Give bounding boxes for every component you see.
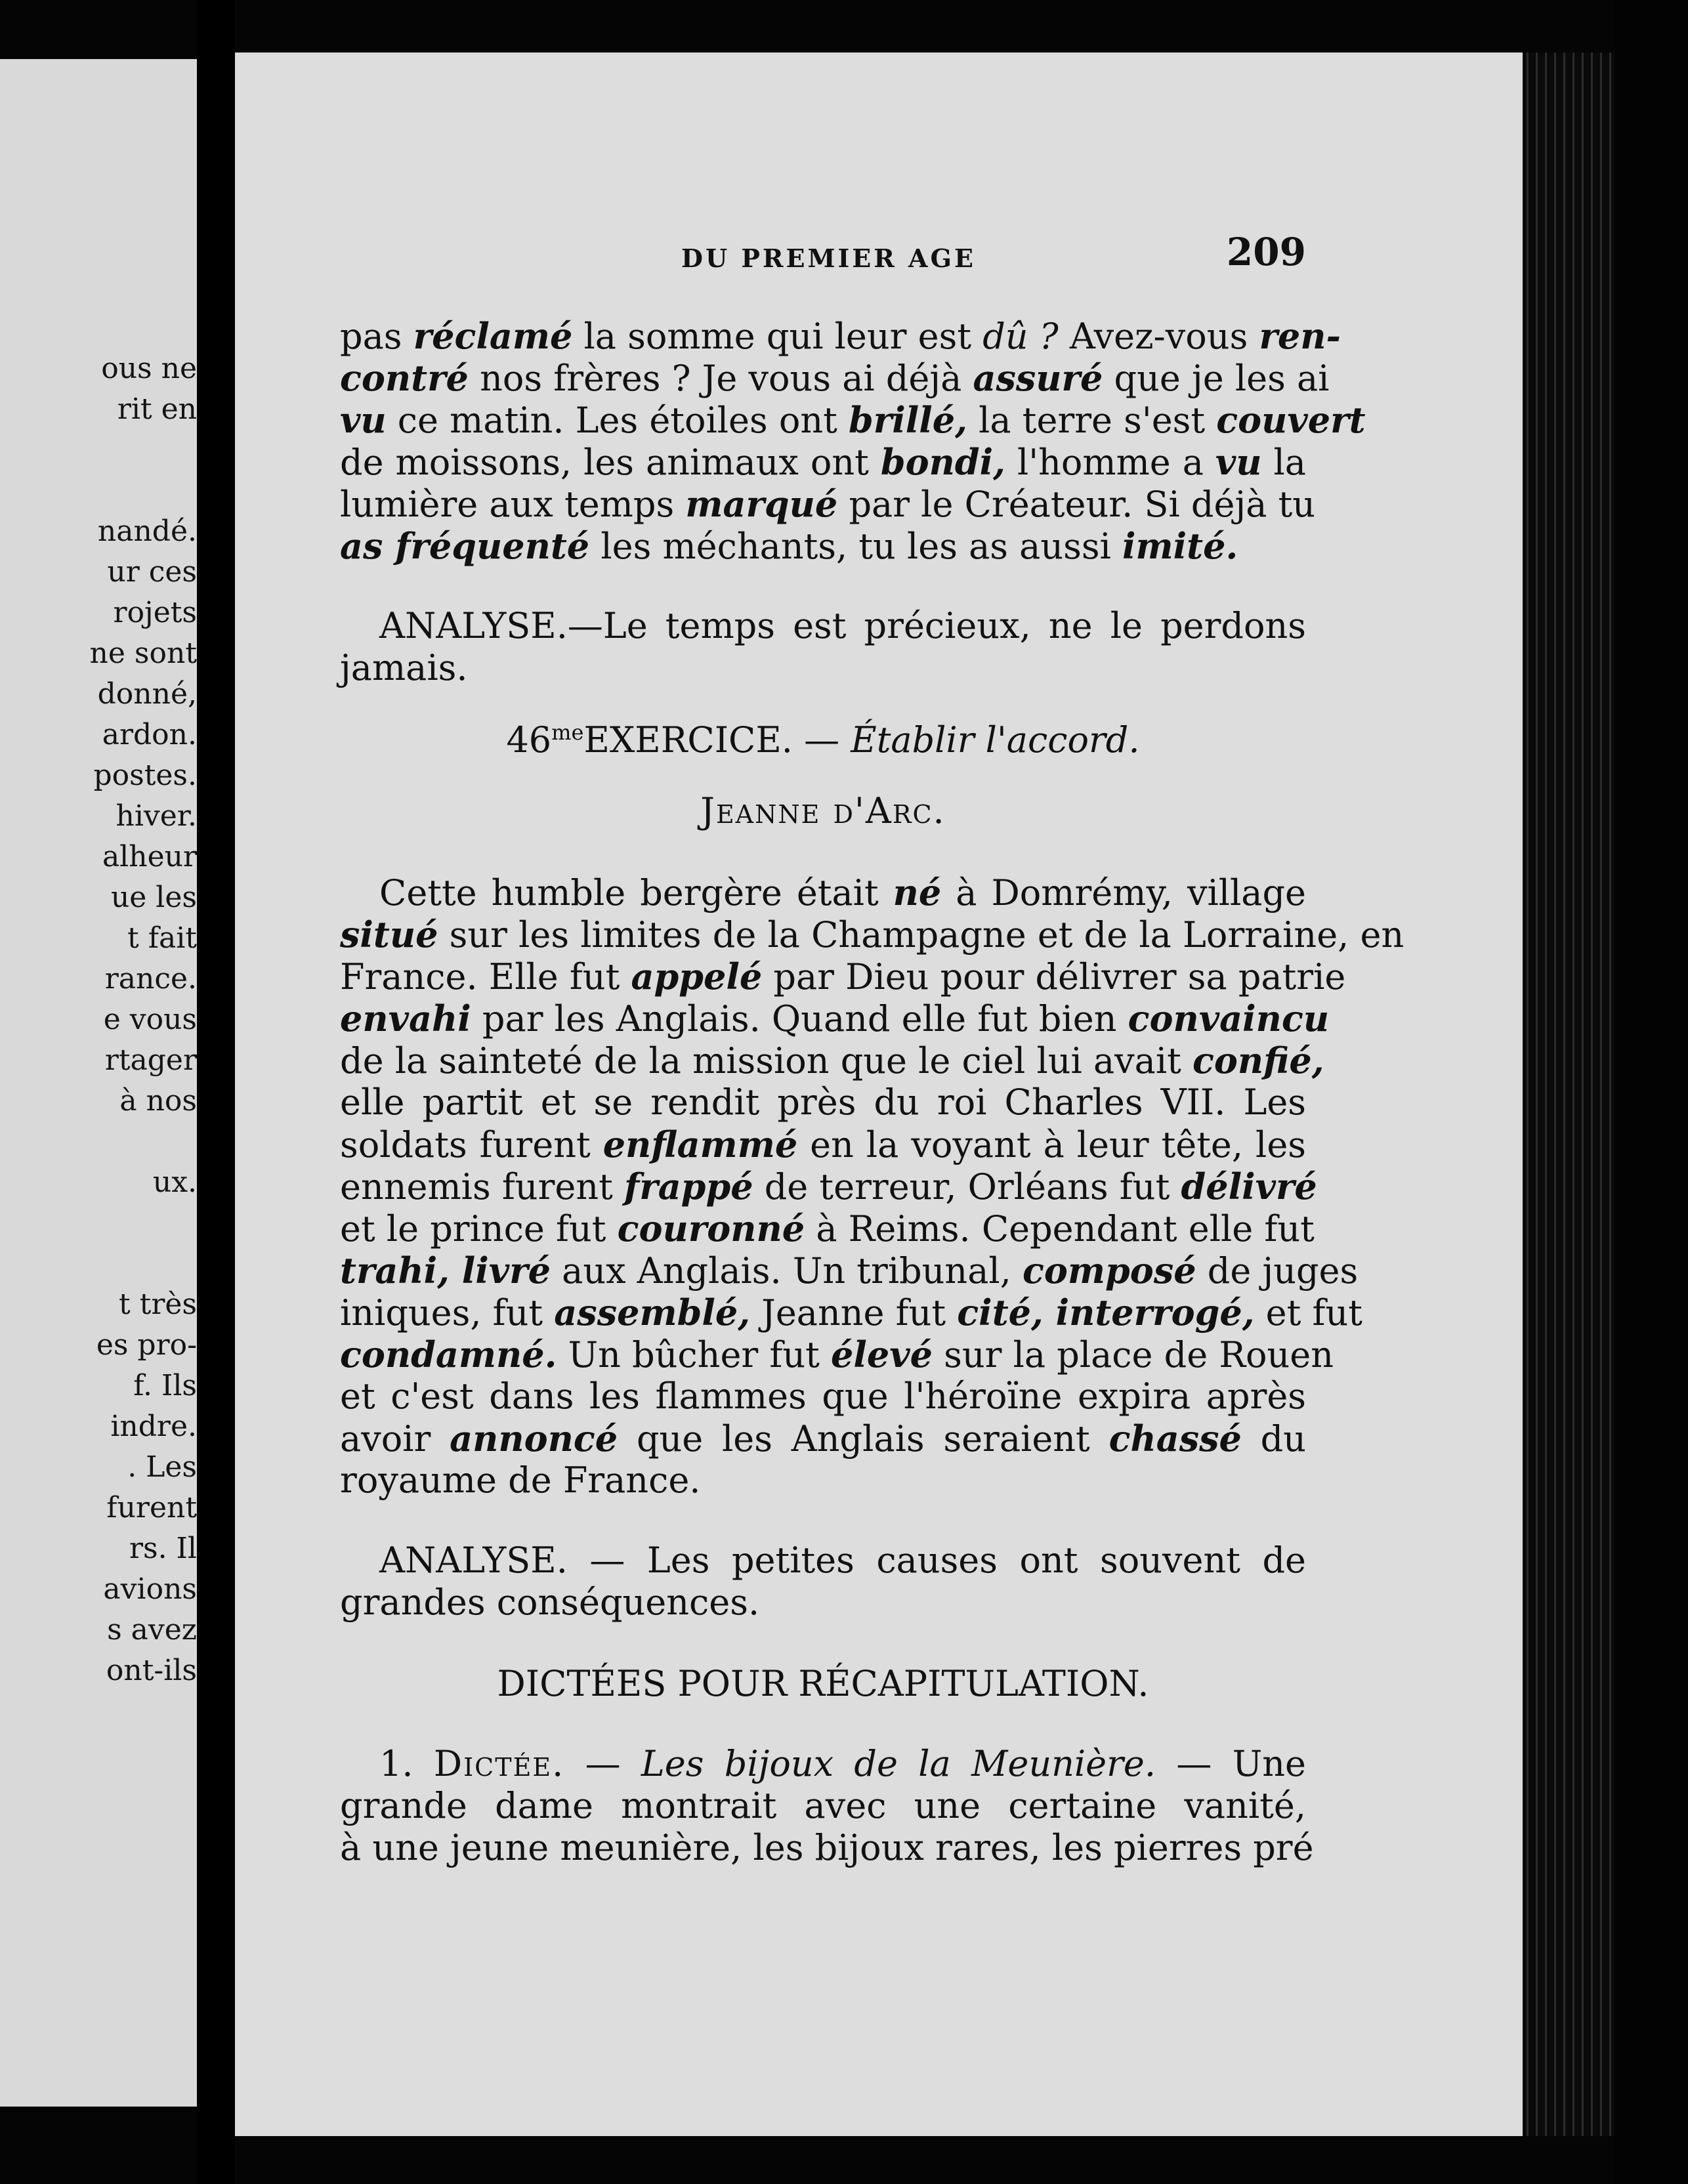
left-page-fragment-line: postes.: [93, 759, 197, 792]
left-page-fragment-line: es pro-: [96, 1328, 197, 1362]
analyse-line: [340, 605, 1306, 647]
text-line: [340, 1460, 1306, 1502]
left-page-fragment-line: ux.: [152, 1166, 197, 1199]
left-page-fragment-line: hiver.: [116, 799, 197, 833]
text-run: avoir: [340, 1418, 450, 1460]
text-run: et le prince fut: [340, 1208, 618, 1250]
italic-run: réclamé: [413, 315, 573, 357]
italic-run: dû ?: [982, 316, 1059, 357]
text-line: [340, 1166, 1317, 1208]
italic-run: as fréquenté: [340, 525, 590, 567]
text-run: à Reims. Cependant elle fut: [805, 1208, 1315, 1250]
left-page-fragment-line: alheur: [102, 840, 197, 873]
text-line: [340, 483, 1316, 525]
italic-run: couronné: [617, 1208, 805, 1250]
dictee-label: Dictée.: [433, 1743, 565, 1784]
italic-run: frappé: [624, 1166, 753, 1208]
text-run: Cette humble bergère était: [379, 872, 893, 914]
left-page-fragment-line: ont-ils: [106, 1654, 197, 1687]
text-run: du: [1241, 1418, 1307, 1460]
text-run: par les Anglais. Quand elle fut bien: [471, 998, 1128, 1040]
italic-run: vu: [340, 399, 387, 441]
left-page-fragment-line: ue les: [110, 881, 197, 914]
italic-run: élevé: [831, 1334, 933, 1376]
text-run: nos frères ? Je vous ai déjà: [468, 358, 973, 399]
text-line: [340, 956, 1346, 998]
italic-run: assemblé,: [554, 1292, 751, 1334]
text-run: jamais.: [340, 647, 468, 688]
text-run: lumière aux temps: [340, 484, 686, 525]
italic-run: cité, interrogé,: [957, 1292, 1255, 1334]
text-line: [340, 1292, 1362, 1334]
text-run: pas: [340, 316, 413, 357]
italic-run: chassé: [1108, 1418, 1242, 1460]
left-page-fragment-line: nandé.: [97, 514, 197, 548]
exercise-instruction: Établir l'accord.: [851, 719, 1140, 761]
text-run: Avez-vous: [1058, 316, 1259, 357]
text-line: [340, 1124, 1306, 1166]
text-line: [340, 357, 1330, 399]
analyse-label: ANALYSE.: [379, 605, 568, 646]
italic-run: bondi,: [880, 441, 1005, 483]
text-run: de moissons, les animaux ont: [340, 442, 881, 483]
text-line: [340, 1418, 1306, 1460]
italic-run: né: [893, 872, 942, 914]
text-run: sur la place de Rouen: [933, 1334, 1334, 1376]
text-run: ennemis furent: [340, 1166, 625, 1208]
text-line: [340, 872, 1306, 914]
text-run: et c'est dans les flammes que l'héroïne expira après: [340, 1376, 1306, 1417]
text-run: — Les petites causes ont souvent de: [567, 1540, 1306, 1581]
analyse-line: [340, 647, 1306, 689]
italic-run: couvert: [1216, 399, 1366, 441]
text-run: par Dieu pour délivrer sa patrie: [762, 956, 1346, 998]
recap-title-text: DICTÉES POUR RÉCAPITULATION.: [497, 1663, 1149, 1704]
text-line: [340, 914, 1404, 956]
text-run: les méchants, tu les as aussi: [589, 526, 1122, 567]
left-page-fragment-line: indre.: [110, 1410, 197, 1443]
page-edge-stack: [1523, 52, 1614, 2136]
text-run: royaume de France.: [340, 1460, 701, 1501]
text-run: la: [1261, 442, 1306, 483]
text-run: de juges: [1196, 1250, 1359, 1292]
italic-run: enflammé: [602, 1124, 798, 1166]
exercise-heading: [340, 711, 1306, 761]
dictee-number: 1.: [379, 1743, 434, 1784]
left-page-fragment-line: e vous: [103, 1003, 197, 1036]
analyse-line: [340, 1582, 1306, 1624]
running-head-title: DU PREMIER AGE: [681, 243, 976, 273]
italic-run: annoncé: [450, 1418, 618, 1460]
text-run: —: [564, 1743, 641, 1784]
text-run: —Le temps est précieux, ne le perdons: [567, 605, 1306, 646]
text-run: grandes conséquences.: [340, 1582, 760, 1623]
text-line: [340, 1334, 1334, 1376]
text-run: la terre s'est: [967, 400, 1217, 441]
text-line: [340, 399, 1366, 441]
italic-run: assuré: [973, 357, 1103, 399]
text-run: à une jeune meunière, les bijoux rares, les pierres pré: [340, 1827, 1314, 1868]
text-run: la somme qui leur est: [572, 316, 983, 357]
italic-run: situé: [340, 914, 438, 956]
text-run: et fut: [1254, 1292, 1362, 1334]
section-title-text: Jeanne d'Arc.: [700, 790, 946, 831]
text-run: de la sainteté de la mission que le ciel lui avait: [340, 1040, 1192, 1082]
text-run: de terreur, Orléans fut: [753, 1166, 1181, 1208]
text-run: soldats furent: [340, 1124, 603, 1166]
left-page-fragment-line: à nos: [119, 1084, 197, 1118]
italic-run: confié,: [1192, 1040, 1324, 1082]
text-line: [340, 998, 1330, 1040]
text-line: [340, 1082, 1306, 1124]
dictee-line: [340, 1743, 1306, 1785]
italic-run: trahi, livré: [340, 1250, 551, 1292]
left-page-fragment-line: t très: [118, 1288, 197, 1321]
running-head: [340, 231, 1306, 273]
dictee-title: Les bijoux de la Meunière.: [641, 1743, 1156, 1784]
text-line: [340, 525, 1306, 567]
italic-run: brillé,: [849, 399, 967, 441]
page-number: 209: [1226, 230, 1306, 274]
left-page-fragment: [0, 59, 197, 2107]
italic-run: vu: [1215, 441, 1262, 483]
left-page-fragment-line: rojets: [113, 596, 197, 629]
text-line: [340, 1250, 1359, 1292]
left-page-fragment-line: donné,: [97, 677, 197, 711]
italic-run: convaincu: [1128, 998, 1330, 1040]
left-page-fragment-line: rit en: [117, 392, 197, 426]
text-line: [340, 1040, 1324, 1082]
text-run: que je les ai: [1103, 358, 1330, 399]
text-line: [340, 441, 1306, 483]
text-run: à Domrémy, village: [941, 872, 1306, 914]
text-line: [340, 1208, 1315, 1250]
left-page-fragment-line: avions: [103, 1572, 197, 1606]
analyse-label: ANALYSE.: [379, 1540, 568, 1581]
text-run: que les Anglais seraient: [618, 1418, 1109, 1460]
italic-run: contré: [340, 357, 469, 399]
left-page-fragment-line: ardon.: [102, 718, 197, 751]
left-page-fragment-line: rs. Il: [129, 1532, 197, 1565]
text-run: l'homme a: [1005, 442, 1215, 483]
text-run: Jeanne fut: [750, 1292, 958, 1334]
text-run: France. Elle fut: [340, 956, 631, 998]
text-line: [340, 1376, 1306, 1418]
italic-run: condamné.: [340, 1334, 557, 1376]
dictee-line: [340, 1827, 1314, 1869]
left-page-fragment-line: ous ne: [101, 352, 197, 385]
exercise-number: 46: [506, 719, 552, 761]
left-page-fragment-line: furent: [106, 1491, 197, 1524]
book-gutter: [197, 0, 235, 2184]
text-run: —: [792, 719, 851, 761]
text-run: elle partit et se rendit près du roi Charles VII. Les: [340, 1082, 1306, 1123]
text-run: grande dame montrait avec une certaine vanité,: [340, 1785, 1306, 1826]
italic-run: imité.: [1122, 525, 1238, 567]
italic-run: envahi: [340, 998, 471, 1040]
text-run: — Une: [1156, 1743, 1306, 1784]
left-page-fragment-line: t fait: [127, 921, 197, 955]
text-run: ce matin. Les étoiles ont: [386, 400, 849, 441]
text-run: Un bûcher fut: [557, 1334, 832, 1376]
left-page-fragment-line: rtager: [104, 1043, 197, 1077]
italic-run: appelé: [631, 956, 763, 998]
analyse-line: [340, 1540, 1306, 1582]
scan-border: [1614, 0, 1688, 2184]
exercise-suffix: me: [551, 720, 584, 745]
left-page-fragment-line: ur ces: [107, 555, 197, 589]
left-page-fragment-line: s avez: [107, 1613, 197, 1647]
text-run: aux Anglais. Un tribunal,: [550, 1250, 1023, 1292]
italic-run: marqué: [685, 483, 838, 525]
section-title: [340, 790, 1306, 832]
text-run: par le Créateur. Si déjà tu: [837, 484, 1316, 525]
italic-run: composé: [1023, 1250, 1196, 1292]
left-page-fragment-line: . Les: [127, 1450, 197, 1484]
exercise-word: EXERCICE.: [583, 719, 793, 761]
left-page-fragment-line: ne sont: [89, 637, 197, 670]
left-page-fragment-line: f. Ils: [133, 1369, 197, 1402]
recap-title: [340, 1663, 1306, 1705]
dictee-line: [340, 1785, 1306, 1827]
left-page-fragment-line: rance.: [104, 962, 197, 996]
text-run: en la voyant à leur tête, les: [797, 1124, 1306, 1166]
text-run: sur les limites de la Champagne et de la Lorraine, en: [438, 914, 1404, 956]
text-line: [340, 315, 1341, 357]
text-run: iniques, fut: [340, 1292, 555, 1334]
italic-run: ren-: [1259, 315, 1341, 357]
italic-run: délivré: [1181, 1166, 1317, 1208]
